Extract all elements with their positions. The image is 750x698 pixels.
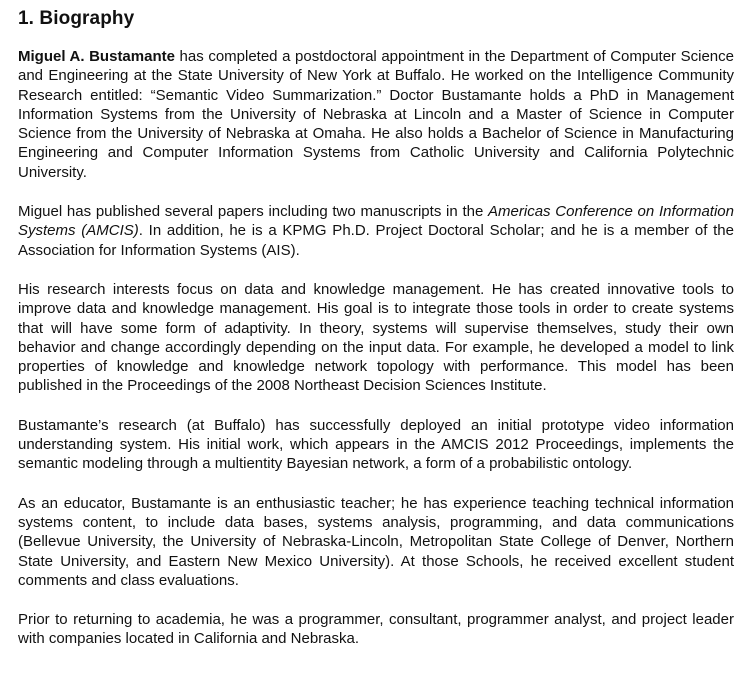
paragraph-publications [18, 202, 734, 260]
paragraph-industry: Prior to returning to academia, he was a programmer, consultant, programmer analyst, and project leader with companies located in California and Nebraska. [18, 611, 734, 648]
conference-name: Americas Conference on Information Systems (AMCIS) [18, 203, 734, 240]
paragraph-education-text: has completed a postdoctoral appointment in the Department of Computer Science and Engineering at the State University of New York at Buffalo. He worked on the Intelligence Community Research entitled: “Semantic Video Summarization.” Doctor Bustamante holds a PhD in Management Information Systems from the University of Nebraska at Lincoln and a Master of Science in Computer Science from the University of Nebraska at Omaha. He also holds a Bachelor of Science in Manufacturing Engineering and Computer Information Systems from Catholic University and California Polytechnic University. [18, 48, 734, 181]
paragraph-publications-after: . In addition, he is a KPMG Ph.D. Project Doctoral Scholar; and he is a member of the Association for Information Systems (AIS). [18, 222, 734, 259]
paragraph-publications-before: Miguel has published several papers including two manuscripts in the [18, 203, 489, 221]
biography-page [18, 6, 734, 669]
paragraph-research-interests: His research interests focus on data and knowledge management. He has created innovative tools to improve data and knowledge management. His goal is to integrate those tools in order to create systems that will have some form of adaptivity. In theory, systems will supervise themselves, study their own behavior and change accordingly depending on the input data. For example, he developed a model to link properties of knowledge and knowledge network topology with performance. This model has been published in the Proceedings of the 2008 Northeast Decision Sciences Institute. [18, 280, 734, 395]
paragraph-education [18, 47, 734, 182]
section-heading: 1. Biography [18, 8, 135, 29]
paragraph-teaching: As an educator, Bustamante is an enthusiastic teacher; he has experience teaching technical information systems content, to include data bases, systems analysis, programming, and data communications (Bellevue University, the University of Nebraska-Lincoln, Metropolitan State College of Denver, Northern State University, and Eastern New Mexico University). At those Schools, he received excellent student comments and class evaluations. [18, 494, 734, 589]
paragraph-buffalo-research: Bustamante’s research (at Buffalo) has successfully deployed an initial prototype video information understanding system. His initial work, which appears in the AMCIS 2012 Proceedings, implements the semantic modeling through a multientity Bayesian network, a form of a probabilistic ontology. [18, 416, 734, 473]
person-name: Miguel A. Bustamante [18, 48, 175, 65]
